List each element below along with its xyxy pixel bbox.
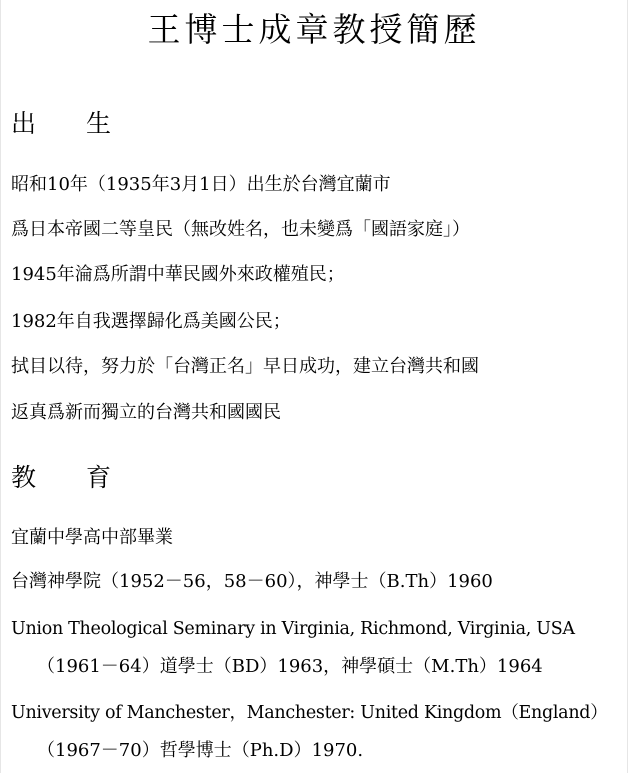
- birth-line-3: 1945年淪爲所謂中華民國外來政權殖民；: [11, 264, 345, 285]
- education-line-4: （1961－64）道學士（BD）1963，神學碩士（M.Th）1964: [37, 656, 543, 677]
- birth-line-4: 1982年自我選擇歸化爲美國公民；: [11, 311, 291, 332]
- birth-line-6: 返真爲新而獨立的台灣共和國國民: [11, 402, 281, 423]
- section-heading-birth: 出 生: [11, 109, 112, 138]
- birth-line-2: 爲日本帝國二等皇民（無改姓名，也未變爲「國語家庭」）: [11, 219, 470, 240]
- education-line-5: University of Manchester，Manchester: United Kingdom（England）: [11, 703, 608, 723]
- education-line-1: 宜蘭中學高中部畢業: [11, 527, 173, 548]
- document-title: 王博士成章教授簡歷: [147, 10, 481, 49]
- education-line-2: 台灣神學院（1952－56，58－60），神學士（B.Th）1960: [11, 571, 493, 592]
- education-line-6: （1967－70）哲學博士（Ph.D）1970.: [37, 740, 364, 761]
- birth-line-5: 拭目以待，努力於「台灣正名」早日成功，建立台灣共和國: [11, 356, 479, 377]
- education-line-3: Union Theological Seminary in Virginia, Richmond, Virginia, USA: [11, 619, 575, 639]
- section-heading-education: 教 育: [11, 463, 112, 492]
- birth-line-1: 昭和10年（1935年3月1日）出生於台灣宜蘭市: [11, 174, 391, 195]
